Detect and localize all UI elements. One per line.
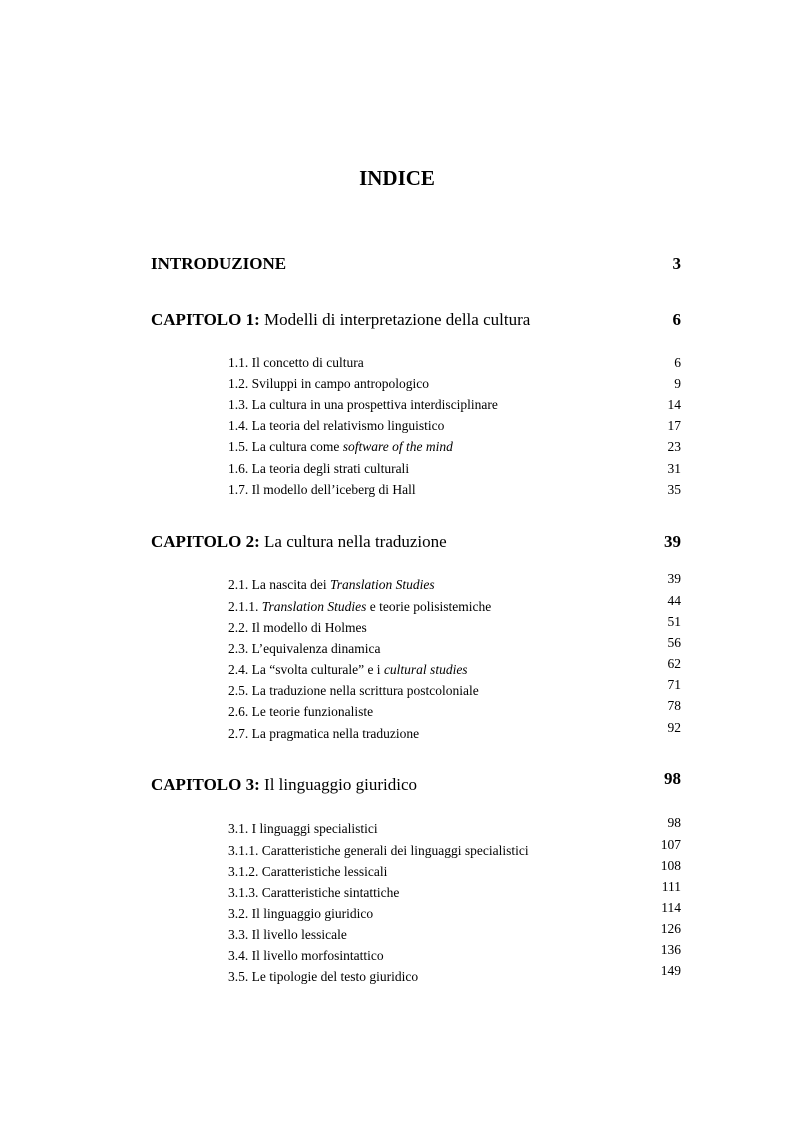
toc-entry[interactable] (228, 374, 681, 394)
entry-text: Le tipologie del testo giuridico (251, 969, 419, 984)
entry-page: 35 (667, 482, 681, 497)
entry-number: 1.2. (228, 376, 249, 391)
entry-number: 3.2. (228, 906, 249, 921)
entry-number: 3.3. (228, 927, 249, 942)
toc-entry[interactable] (228, 963, 681, 987)
entry-text: Il modello di Holmes (251, 620, 367, 635)
entry-page: 23 (667, 439, 681, 454)
chapter-title: La cultura nella traduzione (264, 532, 447, 551)
entry-text: La “svolta culturale” e i (251, 662, 381, 677)
entry-page: 111 (661, 879, 681, 894)
entry-text: La cultura in una prospettiva interdisciplinare (251, 397, 498, 412)
entry-number: 1.1. (228, 355, 249, 370)
introduction-label: INTRODUZIONE (151, 254, 287, 273)
toc-entry[interactable] (228, 459, 681, 479)
introduction-page: 3 (672, 254, 681, 273)
toc-entry[interactable] (228, 900, 681, 924)
entry-page: 126 (660, 921, 681, 936)
toc-entry[interactable] (228, 698, 681, 722)
entry-page: 62 (667, 656, 681, 671)
toc-entry[interactable] (228, 720, 681, 744)
entry-text: La cultura come (251, 439, 340, 454)
chapter-title: Il linguaggio giuridico (264, 775, 418, 794)
entry-number: 2.7. (228, 726, 249, 741)
toc-entry[interactable] (228, 353, 681, 373)
toc-entry[interactable] (228, 837, 681, 861)
toc-entry[interactable] (228, 858, 681, 882)
entry-text: I linguaggi specialistici (251, 821, 378, 836)
entry-number: 2.5. (228, 683, 249, 698)
entry-text: Caratteristiche generali dei linguaggi specialistici (261, 843, 529, 858)
entry-page: 92 (667, 720, 681, 735)
entry-page: 31 (667, 461, 681, 476)
entry-italic-text: Translation Studies (329, 577, 435, 592)
entry-number: 2.1.1. (228, 599, 259, 614)
entry-number: 3.1. (228, 821, 249, 836)
entry-page: 71 (667, 677, 681, 692)
entry-page: 78 (667, 698, 681, 713)
entry-text: e teorie polisistemiche (369, 599, 492, 614)
entry-page: 98 (667, 815, 681, 830)
entry-page: 108 (660, 858, 681, 873)
toc-entry[interactable] (228, 593, 681, 617)
chapter-page: 39 (664, 532, 681, 551)
entry-number: 2.3. (228, 641, 249, 656)
entry-page: 136 (660, 942, 681, 957)
toc-entry[interactable] (228, 480, 681, 500)
toc-entry[interactable] (228, 571, 681, 595)
entry-page: 114 (661, 900, 681, 915)
entry-page: 51 (667, 614, 681, 629)
entry-number: 3.4. (228, 948, 249, 963)
entry-number: 1.5. (228, 439, 249, 454)
entry-text: La pragmatica nella traduzione (251, 726, 420, 741)
entry-page: 9 (674, 376, 681, 391)
toc-entry[interactable] (228, 395, 681, 415)
entry-text: Il modello dell’iceberg di Hall (251, 482, 416, 497)
chapter-lead: CAPITOLO 3: (151, 775, 260, 794)
entry-number: 1.6. (228, 461, 249, 476)
entry-text: La traduzione nella scrittura postcoloniale (251, 683, 479, 698)
toc-entry[interactable] (228, 635, 681, 659)
entry-text: Le teorie funzionaliste (251, 704, 374, 719)
entry-text: Caratteristiche lessicali (261, 864, 388, 879)
entry-text: Caratteristiche sintattiche (261, 885, 400, 900)
entry-number: 3.1.3. (228, 885, 259, 900)
entry-italic-text: software of the mind (342, 439, 453, 454)
entry-text: Il livello lessicale (251, 927, 347, 942)
toc-entry[interactable] (228, 942, 681, 966)
toc-entry[interactable] (228, 921, 681, 945)
toc-introduction[interactable] (151, 252, 681, 276)
chapter-page: 98 (664, 769, 681, 788)
entry-number: 1.3. (228, 397, 249, 412)
entry-text: La nascita dei (251, 577, 327, 592)
entry-page: 149 (660, 963, 681, 978)
toc-chapter-2[interactable] (151, 530, 681, 554)
toc-entry[interactable] (228, 614, 681, 638)
entry-page: 56 (667, 635, 681, 650)
entry-italic-text: Translation Studies (261, 599, 367, 614)
entry-number: 1.4. (228, 418, 249, 433)
toc-entry[interactable] (228, 879, 681, 903)
entry-text: Il linguaggio giuridico (251, 906, 374, 921)
entry-number: 3.1.1. (228, 843, 259, 858)
entry-text: La teoria degli strati culturali (251, 461, 410, 476)
entry-page: 107 (660, 837, 681, 852)
entry-page: 44 (667, 593, 681, 608)
entry-number: 2.1. (228, 577, 249, 592)
entry-text: La teoria del relativismo linguistico (251, 418, 445, 433)
entry-number: 1.7. (228, 482, 249, 497)
entry-page: 6 (674, 355, 681, 370)
entry-number: 2.4. (228, 662, 249, 677)
chapter-lead: CAPITOLO 2: (151, 532, 260, 551)
chapter-lead: CAPITOLO 1: (151, 310, 260, 329)
entry-number: 2.2. (228, 620, 249, 635)
entry-text: L’equivalenza dinamica (251, 641, 381, 656)
toc-chapter-1[interactable] (151, 308, 681, 332)
toc-entry[interactable] (228, 656, 681, 680)
toc-entry[interactable] (228, 416, 681, 436)
entry-number: 3.5. (228, 969, 249, 984)
entry-page: 17 (667, 418, 681, 433)
entry-text: Il concetto di cultura (251, 355, 364, 370)
entry-text: Sviluppi in campo antropologico (251, 376, 429, 391)
entry-text: Il livello morfosintattico (251, 948, 384, 963)
entry-page: 14 (667, 397, 681, 412)
entry-page: 39 (667, 571, 681, 586)
page-title: INDICE (359, 166, 435, 190)
toc-chapter-3[interactable] (151, 769, 681, 797)
entry-number: 3.1.2. (228, 864, 259, 879)
chapter-page: 6 (672, 310, 681, 329)
entry-italic-text: cultural studies (383, 662, 468, 677)
toc-entry[interactable] (228, 815, 681, 839)
chapter-title: Modelli di interpretazione della cultura (264, 310, 531, 329)
entry-number: 2.6. (228, 704, 249, 719)
toc-entry[interactable] (228, 677, 681, 701)
toc-entry[interactable] (228, 437, 681, 457)
